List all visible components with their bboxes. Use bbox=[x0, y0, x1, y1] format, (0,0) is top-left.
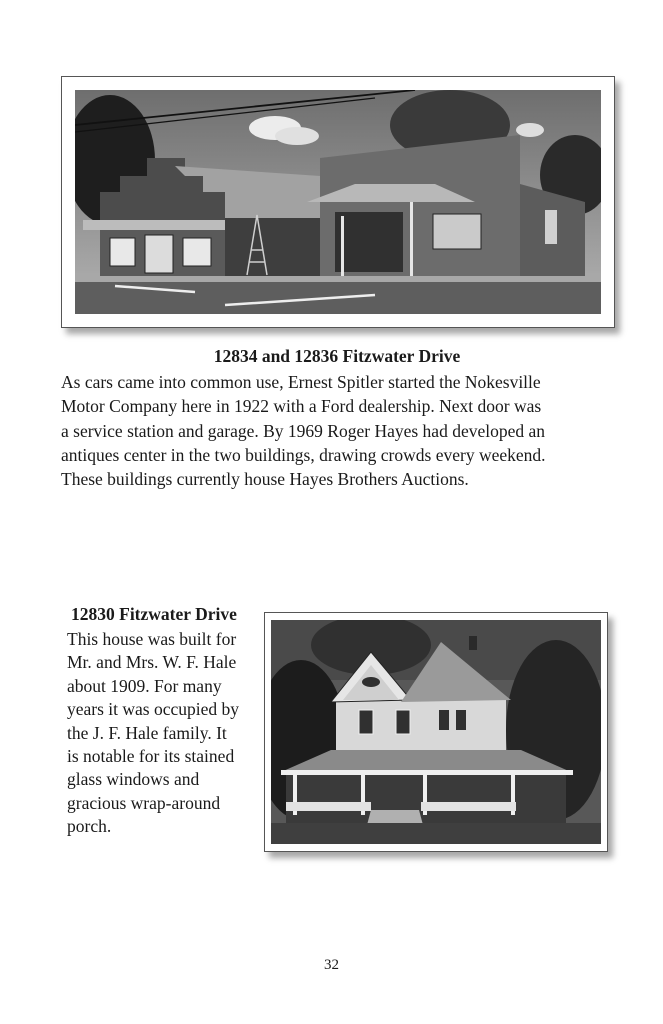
house-caption-line: about 1909. For many bbox=[67, 675, 222, 696]
storefront-photo-frame bbox=[61, 76, 615, 328]
house-caption-line: years it was occupied by bbox=[67, 699, 240, 720]
storefront-photo bbox=[75, 90, 601, 314]
storefront-caption-title: 12834 and 12836 Fitzwater Drive bbox=[213, 346, 461, 366]
house-caption-line: is notable for its stained bbox=[67, 746, 235, 767]
house-photo-frame bbox=[264, 612, 608, 852]
house-caption-line: Mr. and Mrs. W. F. Hale bbox=[67, 652, 237, 673]
storefront-caption-line: a service station and garage. By 1969 Roger Hayes had developed an bbox=[61, 420, 546, 441]
house-caption-line: glass windows and bbox=[67, 769, 200, 790]
storefront-caption-line: antiques center in the two buildings, drawing crowds every weekend. bbox=[61, 444, 546, 465]
storefront-caption-line: As cars came into common use, Ernest Spitler started the Nokesville bbox=[61, 372, 541, 392]
house-caption-line: This house was built for bbox=[67, 629, 237, 649]
house-caption-title: 12830 Fitzwater Drive bbox=[71, 604, 237, 624]
house-photo bbox=[271, 620, 601, 844]
page-number: 32 bbox=[324, 957, 339, 973]
house-caption-line: the J. F. Hale family. It bbox=[67, 722, 227, 743]
house-caption-text bbox=[67, 628, 257, 839]
house-caption-line: gracious wrap-around bbox=[67, 792, 221, 813]
storefront-caption-line: These buildings currently house Hayes Brothers Auctions. bbox=[61, 469, 469, 490]
storefront-caption-text bbox=[61, 370, 613, 491]
house-caption-line: porch. bbox=[67, 816, 112, 837]
storefront-caption-line: Motor Company here in 1922 with a Ford dealership. Next door was bbox=[61, 396, 542, 417]
